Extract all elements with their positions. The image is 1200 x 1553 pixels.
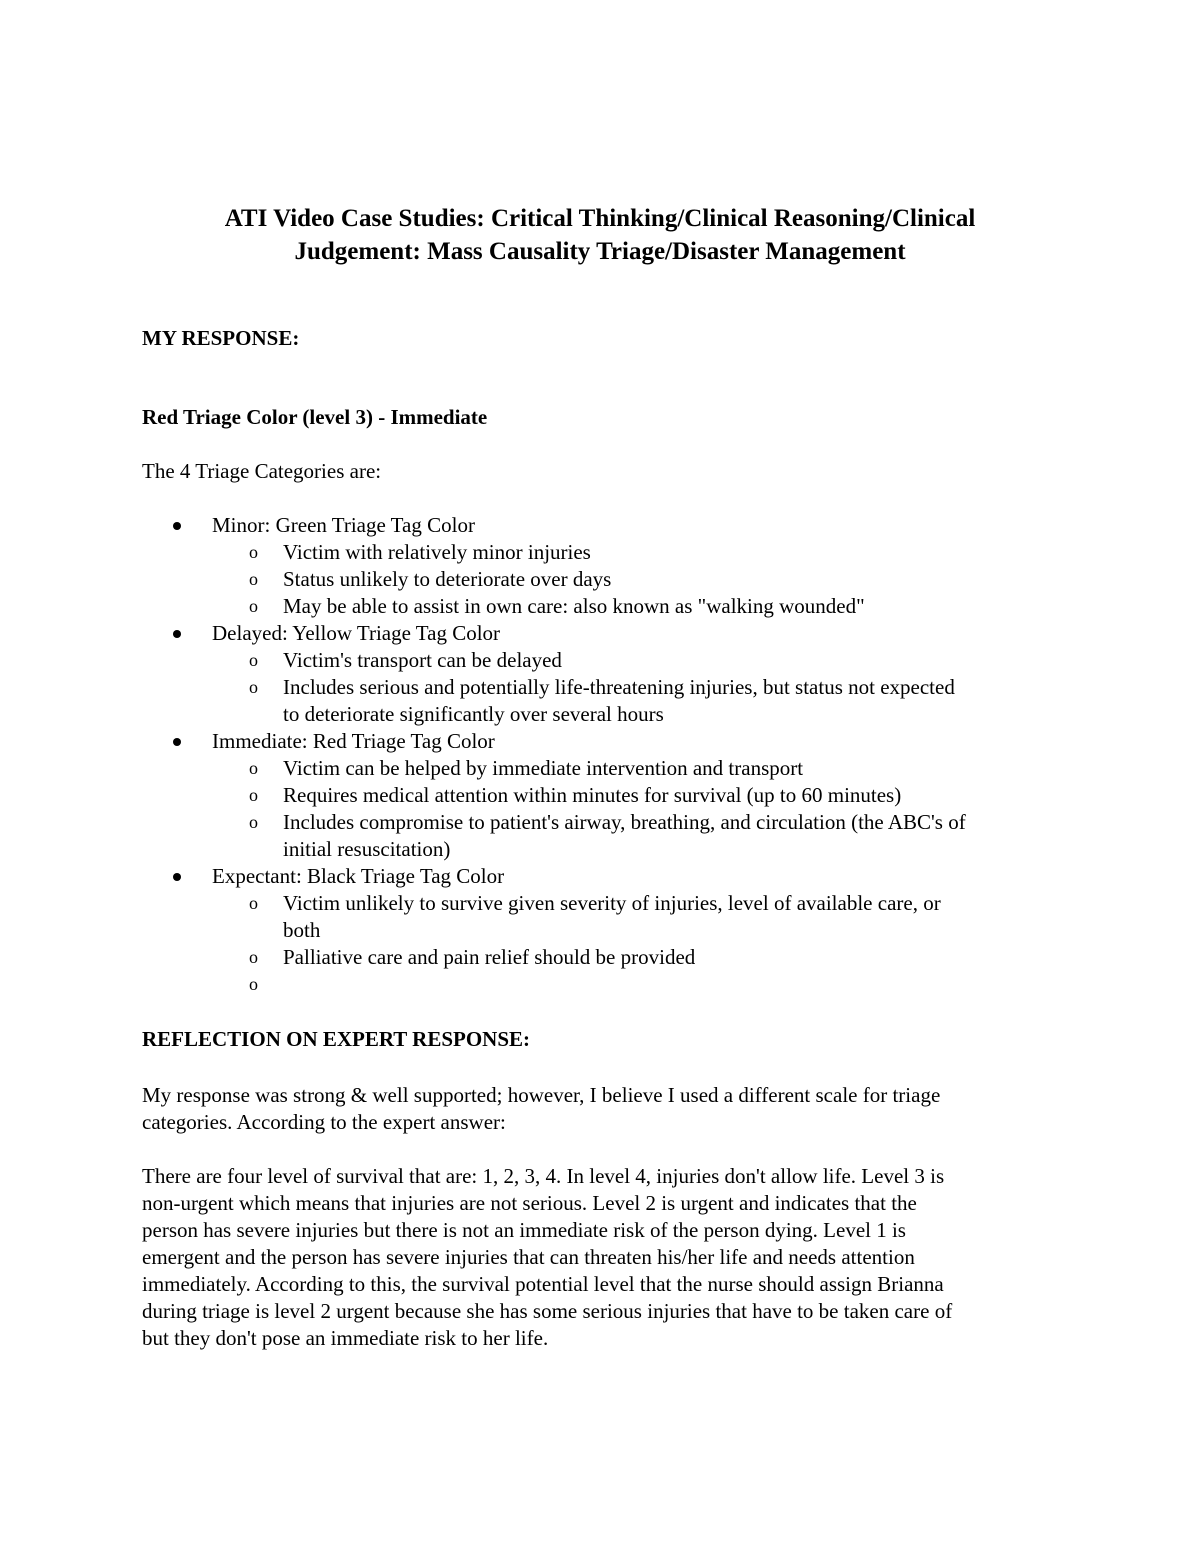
triage-detail-text: Victim unlikely to survive given severity of injuries, level of available care, or — [283, 891, 941, 915]
expert-line: There are four level of survival that are: 1, 2, 3, 4. In level 4, injuries don't allow life. Level 3 is — [142, 1164, 945, 1188]
answer-heading: Red Triage Color (level 3) - Immediate — [142, 405, 488, 429]
triage-detail-text: both — [283, 918, 321, 942]
expert-line: non-urgent which means that injuries are not serious. Level 2 is urgent and indicates that the — [142, 1191, 917, 1215]
triage-detail-text: Victim's transport can be delayed — [283, 648, 562, 672]
reflection-paragraph — [142, 1082, 1062, 1136]
reflection-heading: REFLECTION ON EXPERT RESPONSE: — [142, 1027, 531, 1051]
sub-bullet-icon: o — [249, 650, 258, 670]
triage-category-list — [142, 512, 1082, 998]
triage-category-label: Expectant: Black Triage Tag Color — [212, 864, 505, 888]
expert-line: during triage is level 2 urgent because she has some serious injuries that have to be taken care of — [142, 1299, 953, 1323]
triage-detail-item — [142, 674, 1082, 728]
sub-bullet-icon: o — [249, 893, 258, 913]
triage-detail-item — [142, 593, 1082, 620]
triage-detail-item — [142, 755, 1082, 782]
bullet-icon — [173, 630, 181, 638]
sub-bullet-icon: o — [249, 542, 258, 562]
sub-bullet-icon: o — [249, 758, 258, 778]
intro-text: The 4 Triage Categories are: — [142, 459, 382, 483]
triage-detail-item — [142, 944, 1082, 971]
triage-detail-text: Victim with relatively minor injuries — [283, 540, 591, 564]
triage-detail-item — [142, 647, 1082, 674]
triage-detail-item — [142, 809, 1082, 863]
triage-detail-text: Requires medical attention within minutes for survival (up to 60 minutes) — [283, 783, 902, 807]
triage-detail-text: May be able to assist in own care: also known as "walking wounded" — [283, 594, 865, 618]
bullet-icon — [173, 738, 181, 746]
sub-bullet-icon: o — [249, 947, 258, 967]
triage-detail-text: Status unlikely to deteriorate over days — [283, 567, 612, 591]
triage-detail-text: Victim can be helped by immediate intervention and transport — [283, 756, 804, 780]
triage-detail-text: Palliative care and pain relief should be provided — [283, 945, 696, 969]
triage-detail-text: Includes compromise to patient's airway, breathing, and circulation (the ABC's of — [283, 810, 966, 834]
expert-line: emergent and the person has severe injuries that can threaten his/her life and needs attention — [142, 1245, 915, 1269]
triage-category-label: Delayed: Yellow Triage Tag Color — [212, 621, 501, 645]
triage-category-label: Immediate: Red Triage Tag Color — [212, 729, 495, 753]
expert-line: but they don't pose an immediate risk to her life. — [142, 1326, 549, 1350]
triage-category-item — [142, 620, 1082, 647]
triage-detail-text: initial resuscitation) — [283, 837, 451, 861]
triage-category-item — [142, 512, 1082, 539]
expert-answer-paragraph — [142, 1163, 1062, 1352]
triage-detail-text — [283, 971, 1082, 998]
triage-category-item — [142, 728, 1082, 755]
sub-bullet-icon: o — [249, 596, 258, 616]
sub-bullet-icon: o — [249, 812, 258, 832]
triage-detail-text: Includes serious and potentially life-threatening injuries, but status not expected — [283, 675, 955, 699]
triage-category-item — [142, 863, 1082, 890]
reflection-line: My response was strong & well supported; however, I believe I used a different scale for triage — [142, 1083, 941, 1107]
triage-detail-item — [142, 971, 1082, 998]
sub-bullet-icon: o — [249, 677, 258, 697]
triage-detail-item — [142, 566, 1082, 593]
document-title — [0, 202, 1200, 268]
expert-line: person has severe injuries but there is not an immediate risk of the person dying. Level 1 is — [142, 1218, 906, 1242]
sub-bullet-icon: o — [249, 785, 258, 805]
expert-line: immediately. According to this, the survival potential level that the nurse should assign Brianna — [142, 1272, 944, 1296]
reflection-line: categories. According to the expert answer: — [142, 1110, 506, 1134]
triage-detail-item — [142, 782, 1082, 809]
my-response-heading: MY RESPONSE: — [142, 326, 300, 350]
bullet-icon — [173, 873, 181, 881]
title-line: Judgement: Mass Causality Triage/Disaster Management — [294, 238, 906, 265]
triage-detail-item — [142, 539, 1082, 566]
triage-detail-item — [142, 890, 1082, 944]
bullet-icon — [173, 522, 181, 530]
triage-category-label: Minor: Green Triage Tag Color — [212, 513, 475, 537]
triage-detail-text: to deteriorate significantly over several hours — [283, 702, 664, 726]
sub-bullet-icon: o — [249, 569, 258, 589]
title-line: ATI Video Case Studies: Critical Thinking/Clinical Reasoning/Clinical — [224, 205, 976, 232]
sub-bullet-icon: o — [249, 974, 258, 994]
